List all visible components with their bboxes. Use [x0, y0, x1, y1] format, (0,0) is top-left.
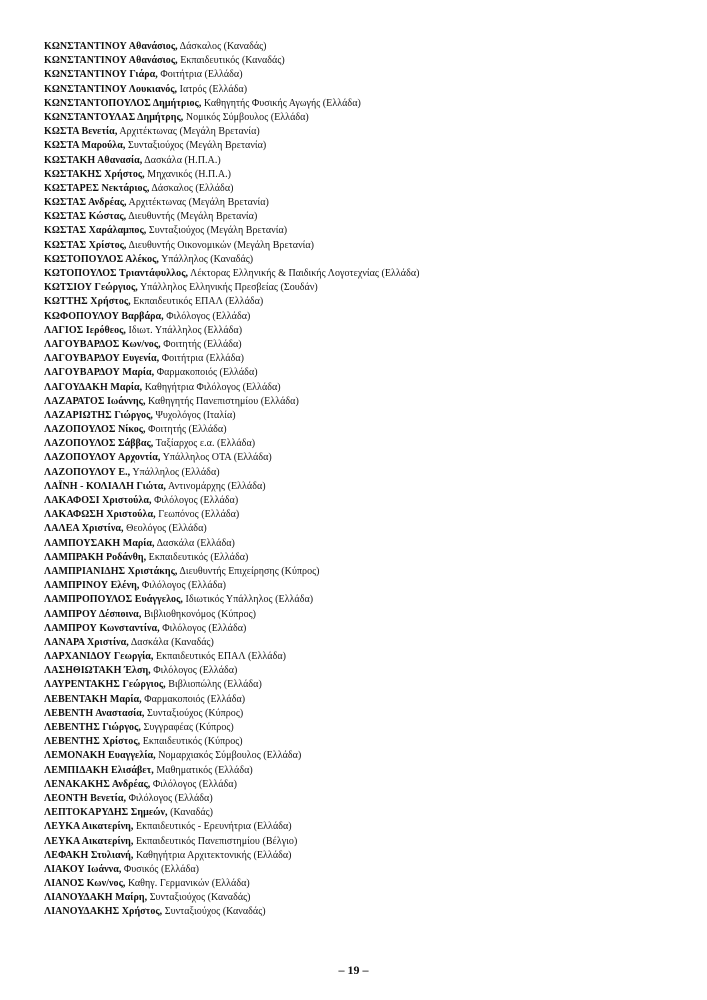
list-item [44, 68, 684, 82]
list-item [44, 111, 684, 125]
list-item [44, 622, 684, 636]
list-item [44, 125, 684, 139]
person-name: ΛΙΑΝΟΣ Κων/νος, [44, 878, 126, 890]
person-description: Μαθηματικός (Ελλάδα) [153, 764, 253, 776]
list-item [44, 83, 684, 97]
person-description: Υπάλληλος (Ελλάδα) [130, 466, 220, 478]
person-name: ΛΕΒΕΝΤΗΣ Χρίστος, [44, 736, 141, 748]
person-description: Συνταξιούχος (Μεγάλη Βρετανία) [125, 140, 267, 152]
person-name: ΚΩΝΣΤΑΝΤΙΝΟΥ Λουκιανός, [44, 83, 178, 95]
list-item [44, 579, 684, 593]
person-name: ΛΕΒΕΝΤΗ Αναστασία, [44, 707, 145, 719]
list-item [44, 707, 684, 721]
person-description: Δάσκαλος (Καναδάς) [177, 41, 267, 52]
list-item [44, 608, 684, 622]
person-name: ΛΑΖΟΠΟΥΛΟΥ Αρχοντία, [44, 452, 161, 464]
person-name: ΛΑΖΟΠΟΥΛΟΣ Νίκος, [44, 424, 146, 436]
person-description: Αντινομάρχης (Ελλάδα) [165, 480, 266, 492]
person-name: ΛΑΚΑΦΩΣΗ Χριστούλα, [44, 509, 156, 521]
person-name: ΚΩΣΤΑ Μαρούλα, [44, 140, 126, 152]
person-description: Μηχανικός (Η.Π.Α.) [144, 168, 232, 180]
list-item [44, 97, 684, 111]
list-item [44, 423, 684, 437]
list-item [44, 508, 684, 522]
person-name: ΚΩΣΤΑΣ Χαράλαμπος, [44, 225, 147, 237]
list-item [44, 891, 684, 905]
list-item [44, 168, 684, 182]
list-item [44, 324, 684, 338]
person-description: Συγγραφέας (Κύπρος) [140, 722, 234, 733]
person-description: Καθηγήτρια Αρχιτεκτονικής (Ελλάδα) [133, 849, 292, 861]
person-description: Φοιτήτρια (Ελλάδα) [157, 69, 243, 81]
person-description: Δασκάλα (Ελλάδα) [154, 537, 235, 549]
person-description: Εκπαιδευτικός ΕΠΑΛ (Ελλάδα) [153, 651, 287, 663]
person-description: Δασκάλα (Η.Π.Α.) [142, 154, 221, 166]
person-name: ΛΕΦΑΚΗ Στυλιανή, [44, 849, 134, 861]
list-item [44, 352, 684, 366]
person-description: Συνταξιούχος (Μεγάλη Βρετανία) [146, 225, 288, 237]
list-item [44, 764, 684, 778]
person-description: Καθηγήτρια Φιλόλογος (Ελλάδα) [142, 381, 281, 393]
person-name: ΚΩΤΣΙΟΥ Γεώργιος, [44, 282, 138, 294]
person-name: ΛΕΠΤΟΚΑΡΥΔΗΣ Σημεών, [44, 807, 168, 819]
person-name: ΛΑΥΡΕΝΤΑΚΗΣ Γεώργιος, [44, 679, 166, 691]
person-name: ΚΩΝΣΤΑΝΤΟΠΟΥΛΟΣ Δημήτριος, [44, 97, 202, 109]
person-name: ΛΑΜΠΡΟΥ Κωνσταντίνα, [44, 622, 160, 634]
person-description: Φιλόλογος (Ελλάδα) [139, 580, 227, 592]
person-description: Ψυχολόγος (Ιταλία) [152, 409, 236, 421]
person-description: Γεωπόνος (Ελλάδα) [155, 509, 240, 521]
list-item [44, 196, 684, 210]
person-name: ΛΕΜΠΙΔΑΚΗ Ελισάβετ, [44, 764, 154, 776]
person-description: Φιλόλογος (Ελλάδα) [150, 778, 237, 790]
person-name: ΚΩΣΤΑΣ Χρίστος, [44, 239, 127, 251]
list-item [44, 395, 684, 409]
person-name: ΛΑΝΑΡΑ Χριστίνα, [44, 636, 129, 648]
list-item [44, 139, 684, 153]
person-name: ΛΑΖΟΠΟΥΛΟΥ Ε., [44, 466, 131, 478]
person-description: (Καναδάς) [167, 807, 213, 819]
person-description: Φοιτήτρια (Ελλάδα) [159, 353, 245, 365]
person-description: Καθηγητής Φυσικής Αγωγής (Ελλάδα) [201, 97, 361, 109]
person-description: Φιλόλογος (Ελλάδα) [163, 310, 251, 322]
person-name: ΛΑΜΠΟΥΣΑΚΗ Μαρία, [44, 537, 155, 549]
list-item [44, 253, 684, 267]
list-item [44, 835, 684, 849]
person-name: ΛΑΖΑΡΙΩΤΗΣ Γιώργος, [44, 409, 153, 421]
list-item [44, 267, 684, 281]
list-item [44, 678, 684, 692]
person-description: Ιδιωτικός Υπάλληλος (Ελλάδα) [182, 594, 314, 606]
person-name: ΛΑΣΗΘΙΩΤΑΚΗ Έλση, [44, 665, 151, 677]
person-description: Δασκάλα (Καναδάς) [128, 636, 214, 648]
person-description: Ταξίαρχος ε.α. (Ελλάδα) [153, 438, 256, 450]
list-item [44, 182, 684, 196]
list-item [44, 338, 684, 352]
person-description: Εκπαιδευτικός - Ερευνήτρια (Ελλάδα) [133, 821, 292, 833]
person-description: Φυσικός (Ελλάδα) [121, 863, 200, 875]
person-name: ΛΑΓΟΥΒΑΡΔΟΥ Μαρία, [44, 367, 155, 379]
person-name: ΚΩΝΣΤΑΝΤΟΥΛΑΣ Δημήτρης, [44, 111, 184, 123]
person-description: Λέκτορας Ελληνικής & Παιδικής Λογοτεχνίας (Ελλάδα) [188, 268, 420, 279]
person-name: ΛΕΒΕΝΤΑΚΗ Μαρία, [44, 693, 142, 705]
person-description: Συνταξιούχος (Κύπρος) [144, 707, 244, 719]
person-description: Φιλόλογος (Ελλάδα) [159, 622, 247, 634]
person-name: ΛΑΓΟΥΒΑΡΔΟΣ Κων/νος, [44, 338, 161, 350]
person-name: ΛΕΥΚΑ Αικατερίνη, [44, 835, 134, 847]
person-name: ΛΑΜΠΡΟΥ Δέσποινα, [44, 608, 142, 620]
list-item [44, 636, 684, 650]
list-item [44, 537, 684, 551]
list-item [44, 664, 684, 678]
list-item [44, 480, 684, 494]
person-name: ΛΑΚΑΦΟΣΙ Χριστούλα, [44, 495, 152, 506]
person-name: ΚΩΣΤΑΚΗΣ Χρήστος, [44, 168, 145, 180]
list-item [44, 593, 684, 607]
list-item [44, 54, 684, 68]
person-description: Δάσκαλος (Ελλάδα) [149, 182, 234, 194]
person-name: ΛΕΜΟΝΑΚΗ Ευαγγελία, [44, 750, 156, 762]
person-name: ΚΩΣΤΟΠΟΥΛΟΣ Αλέκος, [44, 253, 159, 265]
person-name: ΛΙΑΚΟΥ Ιωάννα, [44, 863, 122, 875]
list-item [44, 806, 684, 820]
person-name: ΚΩΣΤΑ Βενετία, [44, 126, 118, 138]
person-description: Καθηγ. Γερμανικών (Ελλάδα) [125, 878, 250, 890]
person-name: ΚΩΝΣΤΑΝΤΙΝΟΥ Γιάρα, [44, 69, 158, 81]
person-name: ΛΙΑΝΟΥΔΑΚΗΣ Χρήστος, [44, 906, 163, 918]
person-description: Συνταξιούχος (Καναδάς) [147, 892, 251, 904]
person-description: Αρχιτέκτωνας (Μεγάλη Βρετανία) [117, 126, 260, 138]
list-item [44, 721, 684, 735]
person-name: ΛΕΥΚΑ Αικατερίνη, [44, 821, 134, 833]
list-item [44, 437, 684, 451]
person-name: ΛΑΜΠΡΟΠΟΥΛΟΣ Ευάγγελος, [44, 594, 183, 606]
list-item [44, 735, 684, 749]
person-description: Νομαρχιακός Σύμβουλος (Ελλάδα) [155, 750, 302, 762]
person-description: Ιδιωτ. Υπάλληλος (Ελλάδα) [126, 324, 243, 336]
person-description: Εκπαιδευτικός ΕΠΑΛ (Ελλάδα) [130, 296, 264, 308]
person-name: ΛΕΟΝΤΗ Βενετία, [44, 792, 127, 804]
person-description: Θεολόγος (Ελλάδα) [123, 523, 207, 535]
person-name: ΚΩΣΤΑΡΕΣ Νεκτάριος, [44, 182, 150, 194]
person-description: Διευθυντής Οικονομικών (Μεγάλη Βρετανία) [126, 239, 315, 251]
list-item [44, 565, 684, 579]
list-item [44, 224, 684, 238]
list-item [44, 792, 684, 806]
person-description: Ιατρός (Ελλάδα) [177, 83, 248, 95]
person-description: Αρχιτέκτωνας (Μεγάλη Βρετανία) [126, 197, 269, 209]
person-name: ΛΑΜΠΡΙΝΟΥ Ελένη, [44, 580, 140, 592]
list-item [44, 749, 684, 763]
list-item [44, 849, 684, 863]
list-item [44, 905, 684, 919]
list-item [44, 863, 684, 877]
list-item [44, 820, 684, 834]
person-name: ΚΩΝΣΤΑΝΤΙΝΟΥ Αθανάσιος, [44, 41, 178, 52]
person-description: Υπάλληλος ΟΤΑ (Ελλάδα) [160, 452, 272, 464]
name-list [44, 40, 684, 920]
person-name: ΛΑΜΠΡΑΚΗ Ροδάνθη, [44, 551, 147, 563]
person-name: ΚΩΤΟΠΟΥΛΟΣ Τριαντάφυλλος, [44, 268, 189, 279]
person-description: Διευθυντής (Μεγάλη Βρετανία) [126, 211, 258, 223]
person-name: ΚΩΝΣΤΑΝΤΙΝΟΥ Αθανάσιος, [44, 55, 178, 67]
person-name: ΛΕΒΕΝΤΗΣ Γιώργος, [44, 722, 141, 733]
person-description: Φοιτητής (Ελλάδα) [160, 338, 242, 350]
person-description: Εκπαιδευτικός (Καναδάς) [177, 55, 285, 67]
person-description: Εκπαιδευτικός Πανεπιστημίου (Βέλγιο) [133, 835, 298, 847]
person-description: Φιλόλογος (Ελλάδα) [150, 665, 238, 677]
person-description: Φαρμακοποιός (Ελλάδα) [154, 367, 258, 379]
person-name: ΚΩΤΤΗΣ Χρήστος, [44, 296, 131, 308]
person-name: ΛΕΝΑΚΑΚΗΣ Ανδρέας, [44, 778, 151, 790]
person-description: Βιβλιοθηκονόμος (Κύπρος) [141, 608, 257, 620]
list-item [44, 295, 684, 309]
list-item [44, 154, 684, 168]
list-item [44, 381, 684, 395]
list-item [44, 451, 684, 465]
list-item [44, 522, 684, 536]
list-item [44, 693, 684, 707]
list-item [44, 310, 684, 324]
person-name: ΚΩΣΤΑΣ Ανδρέας, [44, 197, 127, 209]
list-item [44, 239, 684, 253]
list-item [44, 494, 684, 508]
person-name: ΛΑΪΝΗ - ΚΟΛΙΑΛΗ Γιώτα, [44, 480, 166, 492]
person-description: Εκπαιδευτικός (Ελλάδα) [146, 551, 249, 563]
person-description: Εκπαιδευτικός (Κύπρος) [140, 736, 243, 748]
person-name: ΛΑΖΟΠΟΥΛΟΣ Σάββας, [44, 438, 154, 450]
list-item [44, 778, 684, 792]
list-item [44, 366, 684, 380]
person-description: Φιλόλογος (Ελλάδα) [151, 495, 239, 506]
person-name: ΚΩΣΤΑΣ Κώστας, [44, 211, 127, 223]
person-description: Υπάλληλος Ελληνικής Πρεσβείας (Σουδάν) [137, 282, 318, 294]
person-description: Φοιτητής (Ελλάδα) [145, 424, 227, 436]
person-description: Υπάλληλος (Καναδάς) [158, 253, 254, 265]
person-name: ΛΑΓΟΥΔΑΚΗ Μαρία, [44, 381, 143, 393]
list-item [44, 877, 684, 891]
list-item [44, 551, 684, 565]
person-description: Βιβλιοπώλης (Ελλάδα) [165, 679, 262, 691]
list-item [44, 409, 684, 423]
person-name: ΛΑΛΕΑ Χριστίνα, [44, 523, 124, 535]
person-name: ΛΑΡΧΑΝΙΔΟΥ Γεωργία, [44, 651, 154, 663]
person-description: Νομικός Σύμβουλος (Ελλάδα) [183, 111, 309, 123]
person-description: Διευθυντής Επιχείρησης (Κύπρος) [177, 565, 320, 577]
person-name: ΚΩΦΟΠΟΥΛΟΥ Βαρβάρα, [44, 310, 164, 322]
person-name: ΛΑΖΑΡΑΤΟΣ Ιωάννης, [44, 395, 146, 407]
person-description: Συνταξιούχος (Καναδάς) [162, 906, 266, 918]
person-description: Φιλόλογος (Ελλάδα) [126, 792, 213, 804]
person-name: ΛΑΓΙΟΣ Ιερόθεος, [44, 324, 126, 336]
person-name: ΛΑΓΟΥΒΑΡΔΟΥ Ευγενία, [44, 353, 160, 365]
person-name: ΛΙΑΝΟΥΔΑΚΗ Μαίρη, [44, 892, 148, 904]
list-item [44, 466, 684, 480]
person-description: Φαρμακοποιός (Ελλάδα) [141, 693, 246, 705]
list-item [44, 40, 684, 54]
person-name: ΚΩΣΤΑΚΗ Αθανασία, [44, 154, 143, 166]
list-item [44, 281, 684, 295]
list-item [44, 650, 684, 664]
person-description: Καθηγητής Πανεπιστημίου (Ελλάδα) [145, 395, 299, 407]
person-name: ΛΑΜΠΡΙΑΝΙΔΗΣ Χριστάκης, [44, 565, 178, 577]
page-number: – 19 – [338, 963, 369, 977]
list-item [44, 210, 684, 224]
